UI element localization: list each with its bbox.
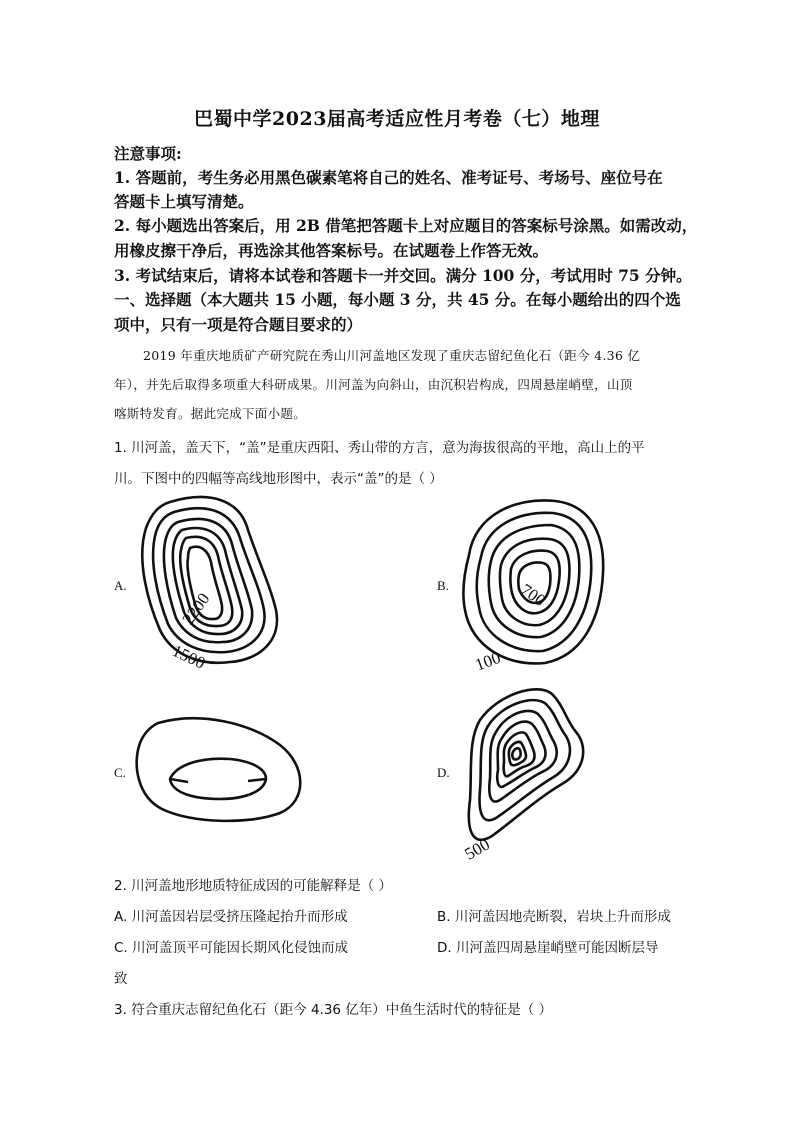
passage-line: 喀斯特发育。据此完成下面小题。 [114, 406, 307, 421]
page-title: 巴蜀中学2023届高考适应性月考卷（七）地理 [194, 108, 600, 130]
contour-map-a [130, 490, 310, 690]
question-1-stem: 川。下图中的四幅等高线地形图中，表示“盖”的是（ ） [114, 471, 443, 487]
notice-item: 1. 答题前，考生务必用黑色碳素笔将自己的姓名、准考证号、考场号、座位号在 [114, 168, 663, 187]
question-2-option-b: B. 川河盖因地壳断裂，岩块上升而形成 [437, 909, 671, 925]
question-2-option-c: C. 川河盖顶平可能因长期风化侵蚀而成 [114, 940, 349, 956]
contour-map-d [458, 680, 598, 864]
contour-map-c [130, 705, 310, 835]
contour-label-2200: 2200 [178, 589, 214, 629]
question-2-option-a: A. 川河盖因岩层受挤压隆起抬升而形成 [114, 909, 348, 925]
notice-heading: 注意事项: [114, 144, 182, 163]
contour-label-700: 700 [517, 580, 549, 611]
question-1-stem: 1. 川河盖，盖天下，“盖”是重庆西阳、秀山带的方言，意为海拔很高的平地，高山上的平 [114, 440, 645, 456]
figure-d-label: D. [437, 765, 450, 780]
contour-map-b [455, 495, 625, 675]
question-3-stem: 3. 符合重庆志留纪鱼化石（距今 4.36 亿年）中鱼生活时代的特征是（ ） [114, 1002, 553, 1018]
contour-label-1500: 1500 [169, 641, 209, 673]
figure-b-label: B. [437, 578, 449, 593]
passage-line: 2019 年重庆地质矿产研究院在秀山川河盖地区发现了重庆志留纪鱼化石（距今 4.36 亿 [143, 348, 641, 363]
figure-a-label: A. [114, 578, 127, 593]
contour-label-500: 500 [461, 834, 493, 864]
notice-item: 2. 每小题选出答案后，用 2B 借笔把答题卡上对应题目的答案标号涂黑。如需改动， [114, 216, 698, 235]
figure-c-label: C. [114, 765, 126, 780]
section-heading: 项中，只有一项是符合题目要求的） [114, 315, 363, 334]
section-heading: 一、选择题（本大题共 15 小题，每小题 3 分，共 45 分。在每小题给出的四个选 [114, 290, 681, 309]
notice-item: 3. 考试结束后，请将本试卷和答题卡一并交回。满分 100 分，考试用时 75 分钟。 [114, 266, 692, 285]
notice-item: 答题卡上填写清楚。 [114, 192, 254, 211]
notice-item: 用橡皮擦干净后，再选涂其他答案标号。在试题卷上作答无效。 [114, 241, 549, 260]
question-2-option-d-continuation: 致 [114, 971, 128, 987]
passage-line: 年），并先后取得多项重大科研成果。川河盖为向斜山，由沉积岩构成，四周悬崖峭壁，山顶 [114, 377, 633, 392]
contour-label-100: 100 [472, 647, 504, 675]
question-2-stem: 2. 川河盖地形地质特征成因的可能解释是（ ） [114, 878, 392, 894]
question-2-option-d: D. 川河盖四周悬崖峭壁可能因断层导 [437, 940, 659, 956]
